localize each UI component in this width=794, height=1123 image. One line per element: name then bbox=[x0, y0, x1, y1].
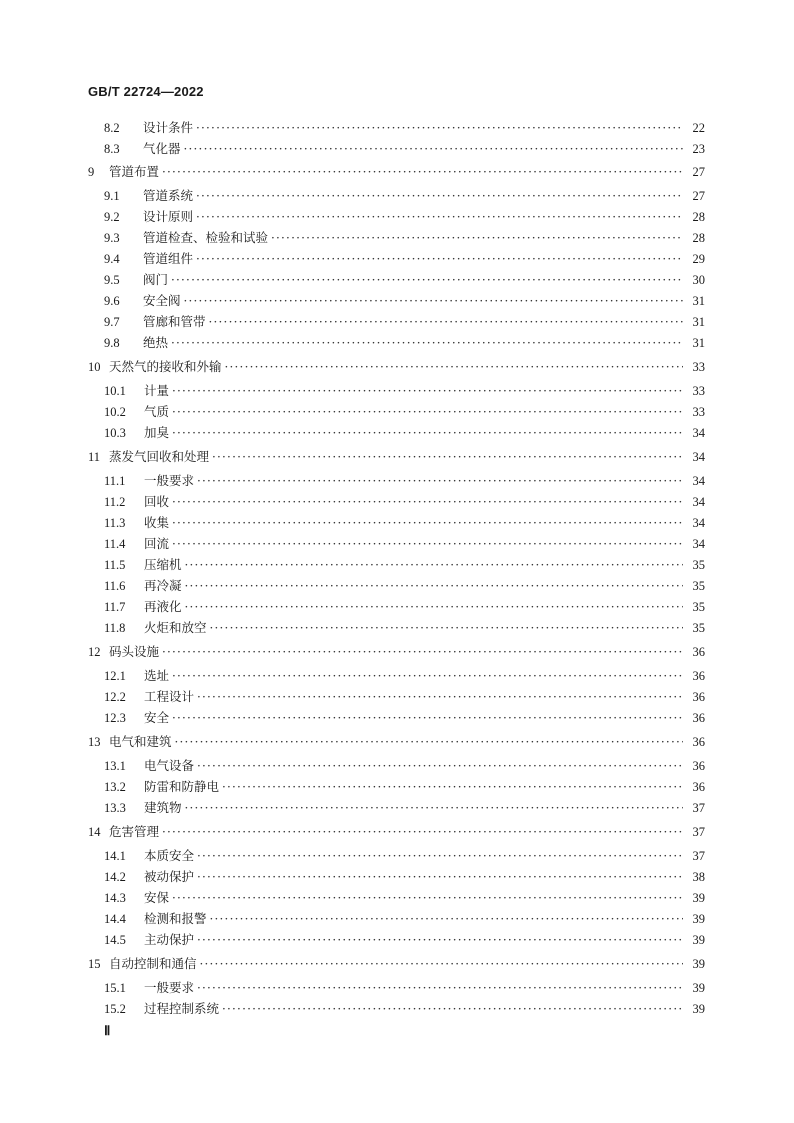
toc-entry-number: 14.4 bbox=[104, 912, 126, 926]
toc-entry-page: 39 bbox=[692, 981, 705, 995]
toc-entry-number: 9.7 bbox=[104, 315, 120, 329]
dot-leader bbox=[171, 272, 683, 288]
standard-number-header: GB/T 22724—2022 bbox=[88, 84, 204, 99]
toc-entry-number: 14.3 bbox=[104, 891, 126, 905]
toc-entry-number: 12 bbox=[88, 645, 101, 659]
toc-entry-number: 15.2 bbox=[104, 1002, 126, 1016]
toc-entry-number: 11 bbox=[88, 450, 101, 464]
dot-leader bbox=[222, 779, 683, 795]
toc-entry-title: 电气和建筑 bbox=[109, 734, 172, 749]
toc-entry-page: 29 bbox=[692, 252, 705, 266]
toc-entry-number: 11.6 bbox=[104, 579, 126, 593]
toc-entry-number: 13 bbox=[88, 735, 101, 749]
toc-entry-page: 31 bbox=[692, 336, 705, 350]
toc-entry-page: 30 bbox=[692, 273, 705, 287]
toc-section-entry[interactable] bbox=[88, 120, 705, 136]
toc-entry-title: 阀门 bbox=[143, 272, 169, 287]
toc-entry-page: 35 bbox=[692, 579, 705, 593]
dot-leader bbox=[210, 911, 683, 927]
dot-leader bbox=[185, 599, 683, 615]
toc-section-entry[interactable] bbox=[88, 188, 705, 204]
dot-leader bbox=[184, 141, 683, 157]
toc-entry-title: 天然气的接收和外输 bbox=[109, 359, 222, 374]
toc-entry-title: 码头设施 bbox=[109, 644, 160, 659]
toc-entry-page: 28 bbox=[692, 210, 705, 224]
toc-entry-title: 检测和报警 bbox=[144, 911, 207, 926]
toc-entry-page: 36 bbox=[692, 690, 705, 704]
toc-entry-page: 36 bbox=[692, 780, 705, 794]
dot-leader bbox=[172, 515, 683, 531]
toc-entry-number: 11.3 bbox=[104, 516, 126, 530]
toc-entry-title: 收集 bbox=[144, 515, 170, 530]
dot-leader bbox=[172, 890, 683, 906]
toc-entry-number: 14.1 bbox=[104, 849, 126, 863]
toc-section-entry[interactable] bbox=[88, 932, 705, 948]
toc-entry-number: 9.2 bbox=[104, 210, 120, 224]
toc-chapter-entry[interactable] bbox=[88, 164, 705, 180]
toc-entry-title: 压缩机 bbox=[144, 557, 182, 572]
dot-leader bbox=[185, 557, 683, 573]
toc-entry-title: 管廊和管带 bbox=[143, 314, 206, 329]
toc-entry-page: 23 bbox=[692, 142, 705, 156]
dot-leader bbox=[271, 230, 683, 246]
toc-section-entry[interactable] bbox=[88, 578, 705, 594]
toc-entry-title: 回流 bbox=[144, 536, 170, 551]
toc-section-entry[interactable] bbox=[88, 779, 705, 795]
toc-entry-title: 设计原则 bbox=[143, 209, 194, 224]
toc-entry-number: 11.7 bbox=[104, 600, 126, 614]
toc-entry-page: 39 bbox=[692, 891, 705, 905]
toc-section-entry[interactable] bbox=[88, 404, 705, 420]
toc-section-entry[interactable] bbox=[88, 293, 705, 309]
toc-chapter-entry[interactable] bbox=[88, 449, 705, 465]
toc-section-entry[interactable] bbox=[88, 620, 705, 636]
toc-entry-page: 37 bbox=[692, 849, 705, 863]
toc-entry-number: 14 bbox=[88, 825, 101, 839]
toc-entry-title: 回收 bbox=[144, 494, 170, 509]
toc-section-entry[interactable] bbox=[88, 710, 705, 726]
toc-entry-title: 本质安全 bbox=[144, 848, 195, 863]
toc-entry-number: 13.2 bbox=[104, 780, 126, 794]
toc-entry-page: 36 bbox=[692, 759, 705, 773]
dot-leader bbox=[196, 188, 683, 204]
toc-entry-number: 13.3 bbox=[104, 801, 126, 815]
toc-entry-title: 防雷和防静电 bbox=[144, 779, 220, 794]
toc-section-entry[interactable] bbox=[88, 800, 705, 816]
toc-entry-page: 33 bbox=[692, 384, 705, 398]
toc-section-entry[interactable] bbox=[88, 383, 705, 399]
toc-entry-number: 10.1 bbox=[104, 384, 126, 398]
toc-entry-page: 28 bbox=[692, 231, 705, 245]
toc-entry-page: 36 bbox=[692, 711, 705, 725]
dot-leader bbox=[197, 473, 683, 489]
dot-leader bbox=[172, 494, 683, 510]
dot-leader bbox=[172, 536, 683, 552]
dot-leader bbox=[172, 710, 683, 726]
toc-entry-page: 35 bbox=[692, 600, 705, 614]
toc-entry-number: 12.1 bbox=[104, 669, 126, 683]
dot-leader bbox=[196, 120, 683, 136]
toc-entry-title: 电气设备 bbox=[144, 758, 195, 773]
toc-section-entry[interactable] bbox=[88, 758, 705, 774]
toc-section-entry[interactable] bbox=[88, 515, 705, 531]
dot-leader bbox=[162, 644, 683, 660]
toc-entry-title: 蒸发气回收和处理 bbox=[109, 449, 210, 464]
toc-entry-title: 计量 bbox=[144, 383, 170, 398]
toc-section-entry[interactable] bbox=[88, 425, 705, 441]
toc-section-entry[interactable] bbox=[88, 1001, 705, 1017]
toc-entry-title: 管道组件 bbox=[143, 251, 194, 266]
toc-entry-title: 管道系统 bbox=[143, 188, 194, 203]
toc-entry-title: 加臭 bbox=[144, 425, 170, 440]
dot-leader bbox=[197, 932, 683, 948]
toc-entry-page: 37 bbox=[692, 825, 705, 839]
toc-entry-number: 9.3 bbox=[104, 231, 120, 245]
toc-entry-page: 39 bbox=[692, 912, 705, 926]
toc-entry-title: 危害管理 bbox=[109, 824, 160, 839]
toc-entry-title: 一般要求 bbox=[144, 473, 195, 488]
toc-section-entry[interactable] bbox=[88, 911, 705, 927]
toc-entry-page: 35 bbox=[692, 621, 705, 635]
toc-entry-number: 9.4 bbox=[104, 252, 120, 266]
dot-leader bbox=[184, 293, 683, 309]
toc-section-entry[interactable] bbox=[88, 557, 705, 573]
toc-entry-page: 36 bbox=[692, 669, 705, 683]
toc-entry-number: 9.1 bbox=[104, 189, 120, 203]
toc-entry-page: 38 bbox=[692, 870, 705, 884]
toc-entry-page: 34 bbox=[692, 450, 705, 464]
toc-entry-title: 工程设计 bbox=[144, 689, 195, 704]
toc-entry-page: 39 bbox=[692, 933, 705, 947]
toc-entry-page: 34 bbox=[692, 474, 705, 488]
toc-entry-number: 8.3 bbox=[104, 142, 120, 156]
dot-leader bbox=[172, 425, 683, 441]
toc-section-entry[interactable] bbox=[88, 668, 705, 684]
toc-entry-number: 8.2 bbox=[104, 121, 120, 135]
toc-entry-title: 过程控制系统 bbox=[144, 1001, 220, 1016]
toc-entry-title: 绝热 bbox=[143, 335, 169, 350]
toc-chapter-entry[interactable] bbox=[88, 359, 705, 375]
toc-entry-number: 11.8 bbox=[104, 621, 126, 635]
toc-section-entry[interactable] bbox=[88, 869, 705, 885]
toc-entry-title: 再液化 bbox=[144, 599, 182, 614]
toc-entry-number: 9.8 bbox=[104, 336, 120, 350]
dot-leader bbox=[225, 359, 683, 375]
toc-section-entry[interactable] bbox=[88, 141, 705, 157]
dot-leader bbox=[210, 620, 683, 636]
toc-entry-number: 12.3 bbox=[104, 711, 126, 725]
dot-leader bbox=[162, 164, 683, 180]
page-number-footer: Ⅱ bbox=[104, 1023, 111, 1038]
toc-entry-title: 管道布置 bbox=[109, 164, 160, 179]
toc-entry-title: 自动控制和通信 bbox=[109, 956, 197, 971]
toc-chapter-entry[interactable] bbox=[88, 644, 705, 660]
toc-section-entry[interactable] bbox=[88, 230, 705, 246]
dot-leader bbox=[222, 1001, 683, 1017]
toc-entry-number: 11.2 bbox=[104, 495, 126, 509]
dot-leader bbox=[185, 800, 683, 816]
toc-entry-page: 39 bbox=[692, 957, 705, 971]
toc-entry-title: 选址 bbox=[144, 668, 170, 683]
toc-section-entry[interactable] bbox=[88, 209, 705, 225]
toc-entry-number: 14.5 bbox=[104, 933, 126, 947]
toc-entry-page: 31 bbox=[692, 315, 705, 329]
toc-entry-number: 15 bbox=[88, 957, 101, 971]
toc-entry-number: 11.5 bbox=[104, 558, 126, 572]
toc-section-entry[interactable] bbox=[88, 890, 705, 906]
toc-entry-page: 34 bbox=[692, 537, 705, 551]
toc-entry-page: 36 bbox=[692, 735, 705, 749]
toc-section-entry[interactable] bbox=[88, 335, 705, 351]
toc-section-entry[interactable] bbox=[88, 494, 705, 510]
dot-leader bbox=[196, 209, 683, 225]
toc-entry-page: 27 bbox=[692, 189, 705, 203]
dot-leader bbox=[197, 848, 683, 864]
dot-leader bbox=[175, 734, 683, 750]
toc-entry-page: 27 bbox=[692, 165, 705, 179]
toc-entry-title: 气质 bbox=[144, 404, 170, 419]
toc-entry-number: 9 bbox=[88, 165, 95, 179]
toc-chapter-entry[interactable] bbox=[88, 956, 705, 972]
toc-entry-number: 14.2 bbox=[104, 870, 126, 884]
toc-entry-page: 37 bbox=[692, 801, 705, 815]
dot-leader bbox=[197, 689, 683, 705]
toc-chapter-entry[interactable] bbox=[88, 824, 705, 840]
toc-entry-page: 34 bbox=[692, 426, 705, 440]
toc-entry-page: 34 bbox=[692, 495, 705, 509]
toc-entry-number: 12.2 bbox=[104, 690, 126, 704]
dot-leader bbox=[162, 824, 683, 840]
toc-entry-number: 10 bbox=[88, 360, 101, 374]
toc-entry-number: 13.1 bbox=[104, 759, 126, 773]
dot-leader bbox=[196, 251, 683, 267]
dot-leader bbox=[172, 383, 683, 399]
dot-leader bbox=[212, 449, 683, 465]
toc-entry-page: 36 bbox=[692, 645, 705, 659]
dot-leader bbox=[197, 869, 683, 885]
toc-entry-number: 15.1 bbox=[104, 981, 126, 995]
toc-entry-page: 34 bbox=[692, 516, 705, 530]
toc-entry-number: 9.6 bbox=[104, 294, 120, 308]
toc-section-entry[interactable] bbox=[88, 272, 705, 288]
toc-section-entry[interactable] bbox=[88, 473, 705, 489]
toc-section-entry[interactable] bbox=[88, 251, 705, 267]
toc-section-entry[interactable] bbox=[88, 599, 705, 615]
toc-section-entry[interactable] bbox=[88, 536, 705, 552]
toc-entry-title: 一般要求 bbox=[144, 980, 195, 995]
toc-entry-title: 安保 bbox=[144, 890, 170, 905]
toc-entry-title: 气化器 bbox=[143, 141, 181, 156]
toc-chapter-entry[interactable] bbox=[88, 734, 705, 750]
toc-entry-title: 火炬和放空 bbox=[144, 620, 207, 635]
toc-entry-number: 11.1 bbox=[104, 474, 126, 488]
toc-section-entry[interactable] bbox=[88, 980, 705, 996]
dot-leader bbox=[200, 956, 683, 972]
dot-leader bbox=[197, 758, 683, 774]
toc-entry-page: 33 bbox=[692, 360, 705, 374]
toc-entry-title: 安全 bbox=[144, 710, 170, 725]
toc-entry-number: 9.5 bbox=[104, 273, 120, 287]
toc-section-entry[interactable] bbox=[88, 848, 705, 864]
toc-section-entry[interactable] bbox=[88, 314, 705, 330]
toc-entry-page: 33 bbox=[692, 405, 705, 419]
toc-entry-title: 管道检查、检验和试验 bbox=[143, 230, 269, 245]
dot-leader bbox=[171, 335, 683, 351]
toc-entry-title: 被动保护 bbox=[144, 869, 195, 884]
dot-leader bbox=[172, 668, 683, 684]
dot-leader bbox=[185, 578, 683, 594]
dot-leader bbox=[209, 314, 683, 330]
toc-entry-number: 10.2 bbox=[104, 405, 126, 419]
toc-entry-number: 11.4 bbox=[104, 537, 126, 551]
toc-entry-page: 39 bbox=[692, 1002, 705, 1016]
toc-section-entry[interactable] bbox=[88, 689, 705, 705]
toc-entry-page: 22 bbox=[692, 121, 705, 135]
dot-leader bbox=[197, 980, 683, 996]
toc-entry-title: 建筑物 bbox=[144, 800, 182, 815]
dot-leader bbox=[172, 404, 683, 420]
toc-entry-page: 31 bbox=[692, 294, 705, 308]
toc-entry-title: 主动保护 bbox=[144, 932, 195, 947]
toc-entry-page: 35 bbox=[692, 558, 705, 572]
toc-entry-title: 再冷凝 bbox=[144, 578, 182, 593]
toc-entry-number: 10.3 bbox=[104, 426, 126, 440]
toc-entry-title: 设计条件 bbox=[143, 120, 194, 135]
toc-entry-title: 安全阀 bbox=[143, 293, 181, 308]
